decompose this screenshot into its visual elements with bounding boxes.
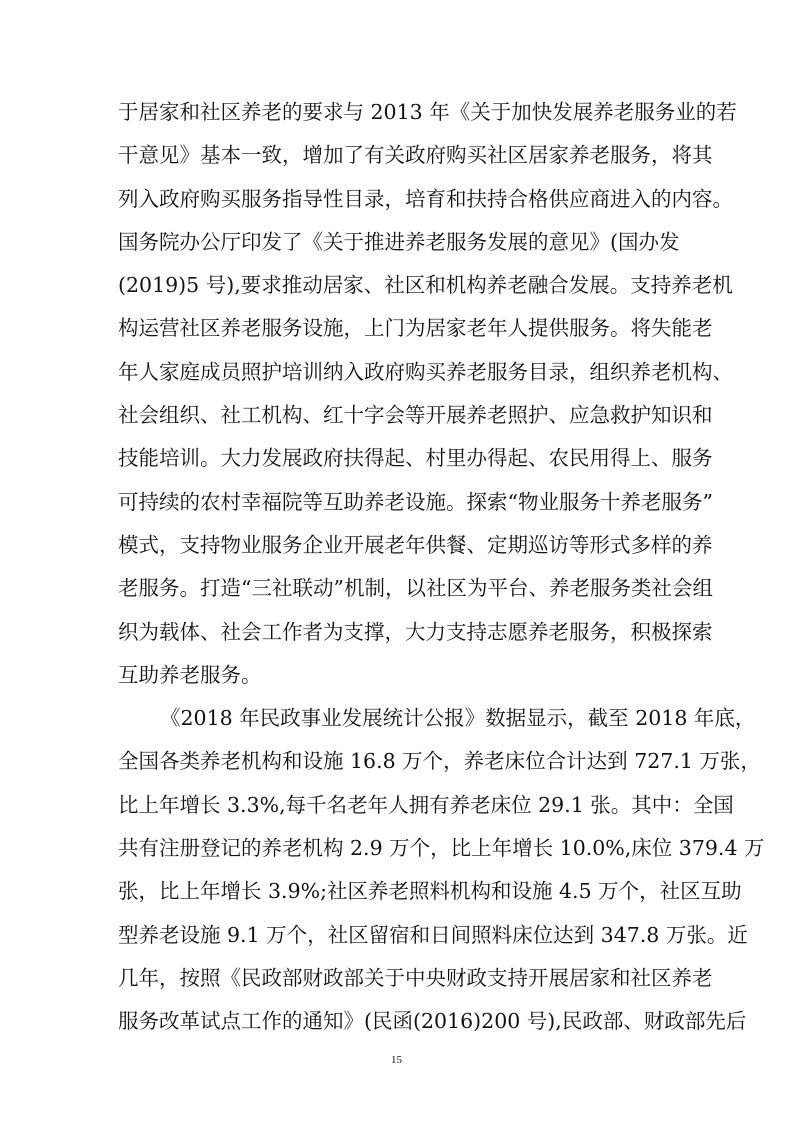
text-line: 织为载体、社会工作者为支撑，大力支持志愿养老服务，积极探索: [118, 619, 713, 644]
text-line: 几年，按照《民政部财政部关于中央财政支持开展居家和社区养老: [118, 965, 713, 990]
text-line: 比上年增长 3.3%,每千名老年人拥有养老床位 29.1 张。其中：全国: [118, 792, 734, 817]
text-line: 社会组织、社工机构、红十字会等开展养老照护、应急救护知识和: [118, 403, 713, 428]
text-line: 于居家和社区养老的要求与 2013 年《关于加快发展养老服务业的若: [118, 100, 737, 124]
body-text: [118, 97, 765, 1050]
text-line: 国务院办公厅印发了《关于推进养老服务发展的意见》(国办发: [118, 229, 680, 254]
text-line: 干意见》基本一致，增加了有关政府购买社区居家养老服务，将其: [118, 143, 713, 168]
text-line: 技能培训。大力发展政府扶得起、村里办得起、农民用得上、服务: [118, 446, 713, 471]
text-line: 可持续的农村幸福院等互助养老设施。探索“物业服务十养老服务”: [118, 489, 713, 514]
text-line: 构运营社区养老服务设施，上门为居家老年人提供服务。将失能老: [118, 316, 713, 341]
text-line: 全国各类养老机构和设施 16.8 万个，养老床位合计达到 727.1 万张，: [118, 749, 761, 774]
text-line: 年人家庭成员照护培训纳入政府购买养老服务目录，组织养老机构、: [118, 359, 733, 384]
text-line: 服务改革试点工作的通知》(民函(2016)200 号),民政部、财政部先后: [118, 1009, 747, 1034]
text-line: 《2018 年民政事业发展统计公报》数据显示，截至 2018 年底，: [160, 706, 756, 731]
text-line: 模式，支持物业服务企业开展老年供餐、定期巡访等形式多样的养: [118, 532, 713, 557]
text-line: (2019)5 号),要求推动居家、社区和机构养老融合发展。支持养老机: [118, 273, 733, 298]
text-line: 张，比上年增长 3.9%;社区养老照料机构和设施 4.5 万个，社区互助: [118, 879, 742, 904]
page-number: 15: [391, 1054, 402, 1066]
text-line: 共有注册登记的养老机构 2.9 万个，比上年增长 10.0%,床位 379.4 万: [118, 836, 765, 861]
text-line: 老服务。打造“三社联动”机制，以社区为平台、养老服务类社会组: [118, 576, 713, 601]
text-line: 型养老设施 9.1 万个，社区留宿和日间照料床位达到 347.8 万张。近: [118, 922, 748, 947]
text-line: 列入政府购买服务指导性目录，培育和扶持合格供应商进入的内容。: [118, 186, 733, 211]
text-line: 互助养老服务。: [118, 662, 262, 687]
